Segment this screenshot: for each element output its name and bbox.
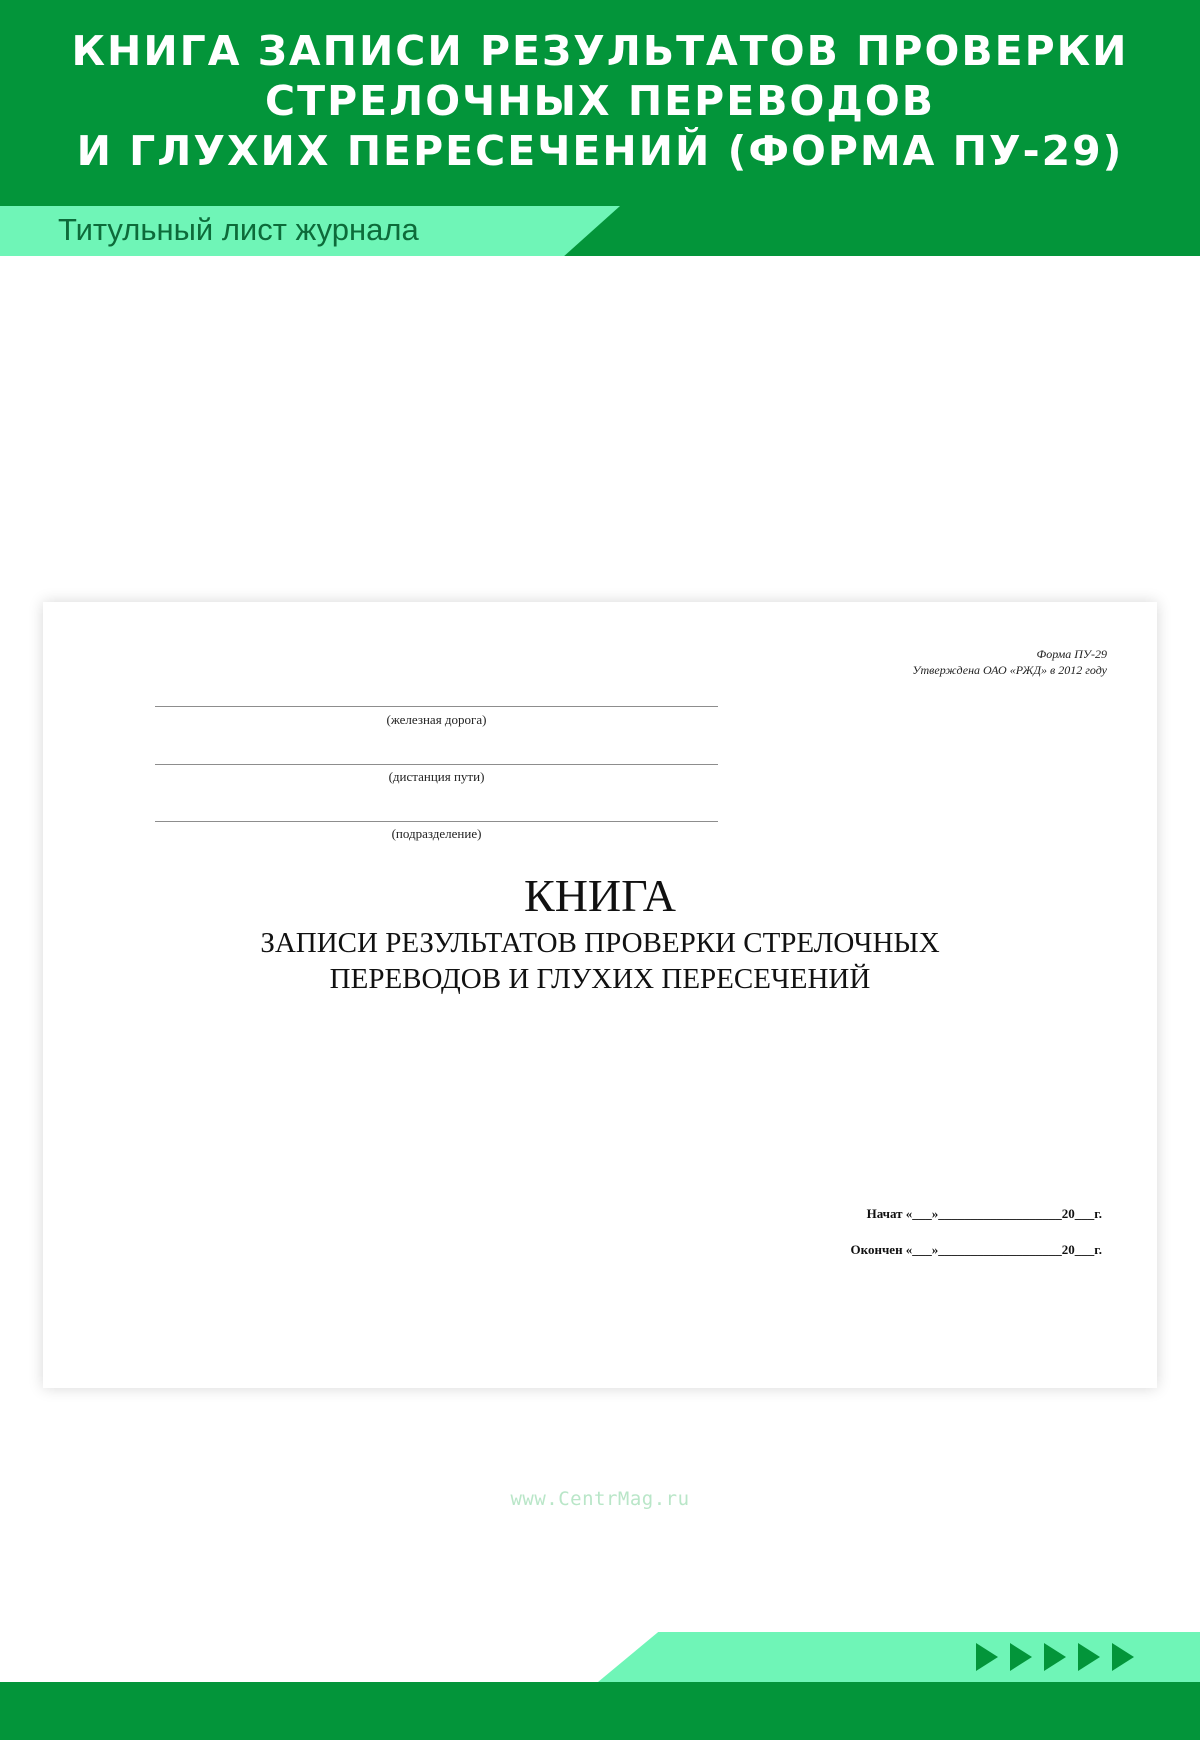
book-subtitle-line-1: ЗАПИСИ РЕЗУЛЬТАТОВ ПРОВЕРКИ СТРЕЛОЧНЫХ: [260, 927, 940, 959]
form-label: Форма ПУ-29: [1036, 647, 1107, 661]
subdivision-field-line: [155, 821, 718, 822]
page-title-line-2: СТРЕЛОЧНЫХ ПЕРЕВОДОВ: [265, 77, 935, 125]
page-title: [0, 26, 1200, 176]
page-subtitle: Титульный лист журнала: [58, 212, 419, 247]
started-date-field: Начат «___»___________________20___г.: [866, 1206, 1102, 1221]
book-title: КНИГА: [524, 870, 676, 921]
title-page-sheet: [43, 602, 1157, 1388]
form-info: [912, 646, 1107, 678]
subdivision-field-caption: (подразделение): [391, 826, 482, 841]
page-title-line-3: И ГЛУХИХ ПЕРЕСЕЧЕНИЙ (ФОРМА ПУ-29): [76, 127, 1124, 175]
book-subtitle-line-2: ПЕРЕВОДОВ И ГЛУХИХ ПЕРЕСЕЧЕНИЙ: [329, 963, 871, 995]
page-title-line-1: КНИГА ЗАПИСИ РЕЗУЛЬТАТОВ ПРОВЕРКИ: [71, 27, 1129, 75]
finished-date-field: Окончен «___»___________________20___г.: [850, 1242, 1102, 1257]
railway-field-line: [155, 706, 718, 707]
site-watermark: www.CentrMag.ru: [510, 1488, 690, 1510]
form-approval: Утверждена ОАО «РЖД» в 2012 году: [912, 663, 1107, 677]
track-distance-field-line: [155, 764, 718, 765]
track-distance-field-caption: (дистанция пути): [388, 769, 485, 784]
arrows-right-icon: [976, 1640, 1146, 1674]
railway-field-caption: (железная дорога): [386, 712, 487, 727]
footer-strip: [0, 1682, 1200, 1740]
